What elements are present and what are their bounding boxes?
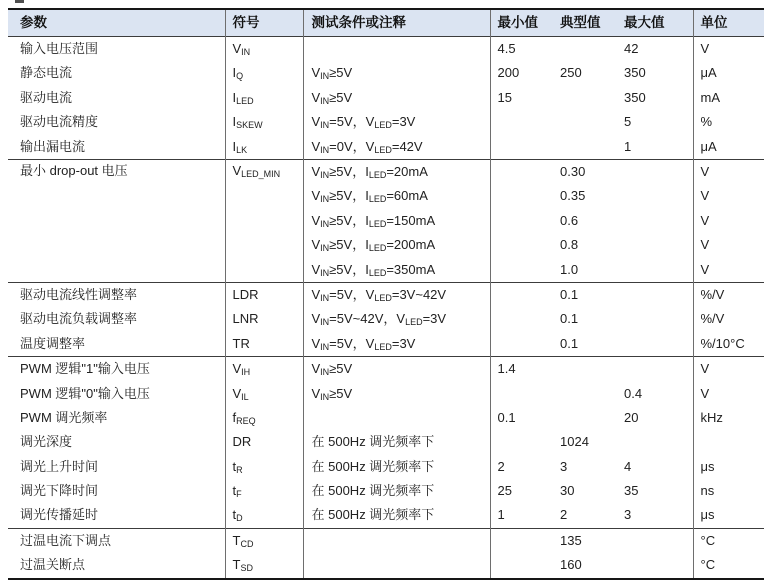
condition-cell: $V_{IN}\ge 5V$: [303, 381, 490, 405]
typ-value-cell: [553, 357, 617, 382]
unit-cell: V: [693, 381, 764, 405]
param-cell: 驱动电流负载调整率: [20, 311, 138, 327]
unit-cell: %/V: [693, 307, 764, 331]
symbol-cell: $I_Q$: [225, 61, 303, 85]
max-value-cell: 0.4: [624, 385, 643, 401]
unit-cell: μs: [693, 455, 764, 479]
condition-cell: $V_{IN}\ge 5V$，$I_{LED}=60mA$: [303, 184, 490, 208]
min-value-cell: [490, 528, 553, 553]
typ-value-cell: 0.30: [560, 164, 586, 179]
col-header-symbol: 符号: [225, 9, 303, 37]
typ-value-cell: [553, 135, 617, 160]
unit-cell: V: [693, 357, 764, 382]
symbol-cell: $I_{LED}$: [225, 86, 303, 110]
col-header-max: 最大值: [617, 9, 693, 37]
condition-cell: $V_{IN}=5V\sim 42V$，$V_{LED}=3V$: [303, 307, 490, 331]
min-value-cell: [490, 430, 553, 454]
unit-cell: mA: [693, 86, 764, 110]
table-header-row: [8, 9, 764, 37]
min-value-cell: 0.1: [490, 406, 553, 430]
param-cell: 调光传播延时: [20, 507, 99, 523]
symbol-cell: $T_{SD}$: [225, 553, 303, 578]
typ-value-cell: [553, 86, 617, 110]
condition-cell: 在 500Hz 调光频率下: [303, 430, 490, 454]
unit-cell: %/V: [693, 282, 764, 307]
table-row: [8, 282, 764, 307]
symbol-cell: DR: [225, 430, 303, 454]
param-cell: PWM 逻辑"1"输入电压: [20, 361, 150, 377]
symbol-cell: $V_{LED\_MIN}$: [225, 159, 303, 282]
param-cell: 输入电压范围: [20, 41, 99, 57]
typ-value-cell: [553, 381, 617, 405]
min-value-cell: 1.4: [490, 357, 553, 382]
table-row: [8, 406, 764, 430]
symbol-cell: $I_{SKEW}$: [225, 110, 303, 134]
param-group-4: [8, 357, 764, 529]
condition-cell: 在 500Hz 调光频率下: [303, 479, 490, 503]
symbol-cell: $f_{REQ}$: [225, 406, 303, 430]
unit-cell: V: [693, 233, 764, 257]
max-value-cell: 350: [624, 65, 646, 81]
symbol-cell: $V_{IH}$: [225, 357, 303, 382]
condition-cell: [303, 406, 490, 430]
param-cell: 驱动电流线性调整率: [20, 286, 138, 302]
param-group-1: [8, 37, 764, 160]
table-row: [8, 110, 764, 134]
col-header-min: 最小值: [490, 9, 553, 37]
unit-cell: %/10°C: [693, 332, 764, 357]
col-header-unit: 单位: [693, 9, 764, 37]
min-value-cell: [490, 307, 553, 331]
unit-cell: kHz: [693, 406, 764, 430]
table-row: [8, 381, 764, 405]
max-value-cell: 4: [624, 458, 632, 474]
typ-value-cell: 135: [560, 532, 582, 548]
symbol-cell: $T_{CD}$: [225, 528, 303, 553]
col-header-typ: 典型值: [553, 9, 617, 37]
param-cell: 过温电流下调点: [20, 532, 112, 548]
parameter-table: [8, 8, 764, 580]
min-value-cell: [490, 381, 553, 405]
condition-cell: $V_{IN}=0V$，$V_{LED}=42V$: [303, 135, 490, 160]
min-value-cell: [490, 233, 553, 257]
typ-value-cell: 1.0: [560, 261, 579, 277]
min-value-cell: 200: [490, 61, 553, 85]
max-value-cell: 350: [624, 89, 646, 105]
typ-value-cell: [553, 37, 617, 62]
table-row: [8, 332, 764, 357]
max-value-cell: [617, 258, 693, 283]
table-row: [8, 357, 764, 382]
condition-cell: 在 500Hz 调光频率下: [303, 455, 490, 479]
col-header-param: 参数: [8, 9, 225, 37]
condition-cell: $V_{IN}=5V$，$V_{LED}=3V\sim 42V$: [303, 282, 490, 307]
condition-cell: $V_{IN}\ge 5V$，$I_{LED}=150mA$: [303, 209, 490, 233]
condition-cell: $V_{IN}\ge 5V$，$I_{LED}=350mA$: [303, 258, 490, 283]
param-group-2: [8, 159, 764, 282]
param-cell: 最小 drop-out 电压: [20, 163, 128, 179]
max-value-cell: [617, 357, 693, 382]
condition-cell: $V_{IN}=5V$，$V_{LED}=3V$: [303, 110, 490, 134]
table-row: [8, 503, 764, 528]
min-value-cell: [490, 110, 553, 134]
table-row: [8, 86, 764, 110]
min-value-cell: 25: [490, 479, 553, 503]
max-value-cell: [617, 282, 693, 307]
max-value-cell: [617, 430, 693, 454]
max-value-cell: [617, 233, 693, 257]
typ-value-cell: 0.8: [560, 237, 579, 253]
max-value-cell: 20: [624, 409, 639, 425]
condition-cell: 在 500Hz 调光频率下: [303, 503, 490, 528]
unit-cell: μs: [693, 503, 764, 528]
max-value-cell: 5: [624, 114, 632, 130]
typ-value-cell: 250: [560, 65, 582, 81]
unit-cell: °C: [693, 553, 764, 578]
typ-value-cell: 0.35: [560, 188, 586, 204]
table-row: [8, 37, 764, 62]
unit-cell: V: [693, 159, 764, 184]
table-row: [8, 528, 764, 553]
unit-cell: V: [693, 209, 764, 233]
param-cell: PWM 调光频率: [20, 409, 108, 425]
unit-cell: μA: [693, 135, 764, 160]
table-row: [8, 61, 764, 85]
condition-cell: $V_{IN}=5V$，$V_{LED}=3V$: [303, 332, 490, 357]
unit-cell: [693, 430, 764, 454]
table-row: [8, 307, 764, 331]
condition-cell: $V_{IN}\ge 5V$: [303, 86, 490, 110]
symbol-cell: $V_{IL}$: [225, 381, 303, 405]
unit-cell: ns: [693, 479, 764, 503]
param-cell: 调光上升时间: [20, 458, 99, 474]
symbol-cell: TR: [225, 332, 303, 357]
param-cell: 驱动电流: [20, 89, 73, 105]
unit-cell: μA: [693, 61, 764, 85]
min-value-cell: [490, 209, 553, 233]
table-row: [8, 479, 764, 503]
min-value-cell: [490, 184, 553, 208]
param-cell: 驱动电流精度: [20, 114, 99, 130]
condition-cell: $V_{IN}\ge 5V$: [303, 357, 490, 382]
min-value-cell: [490, 258, 553, 283]
min-value-cell: [490, 332, 553, 357]
min-value-cell: [490, 135, 553, 160]
unit-cell: V: [693, 184, 764, 208]
typ-value-cell: 0.1: [560, 286, 579, 302]
unit-cell: %: [693, 110, 764, 134]
typ-value-cell: 160: [560, 557, 582, 573]
param-group-5: [8, 528, 764, 578]
condition-cell: [303, 528, 490, 553]
condition-cell: $V_{IN}\ge 5V$，$I_{LED}=200mA$: [303, 233, 490, 257]
max-value-cell: [617, 159, 693, 184]
symbol-cell: $V_{IN}$: [225, 37, 303, 62]
typ-value-cell: [553, 406, 617, 430]
param-cell: 输出漏电流: [20, 138, 86, 154]
param-group-3: [8, 282, 764, 356]
max-value-cell: 35: [624, 483, 639, 499]
typ-value-cell: 0.1: [560, 335, 579, 351]
typ-value-cell: 0.6: [560, 212, 579, 228]
condition-cell: [303, 37, 490, 62]
table-row: [8, 455, 764, 479]
max-value-cell: [617, 184, 693, 208]
col-header-conditions: 测试条件或注释: [303, 9, 490, 37]
max-value-cell: 3: [624, 507, 632, 523]
unit-cell: V: [693, 258, 764, 283]
symbol-cell: LNR: [225, 307, 303, 331]
max-value-cell: [617, 528, 693, 553]
typ-value-cell: [553, 110, 617, 134]
min-value-cell: 4.5: [490, 37, 553, 62]
param-cell: 过温关断点: [20, 557, 86, 573]
cropped-text-fragment: [15, 0, 24, 3]
min-value-cell: 15: [490, 86, 553, 110]
param-cell: 温度调整率: [20, 335, 86, 351]
condition-cell: $V_{IN}\ge 5V$: [303, 61, 490, 85]
min-value-cell: 2: [490, 455, 553, 479]
max-value-cell: [617, 332, 693, 357]
table-row: [8, 159, 764, 184]
symbol-cell: $t_D$: [225, 503, 303, 528]
unit-cell: °C: [693, 528, 764, 553]
param-cell: 静态电流: [20, 65, 73, 81]
param-cell: 调光深度: [20, 434, 73, 450]
param-cell: PWM 逻辑"0"输入电压: [20, 385, 150, 401]
condition-cell: $V_{IN}\ge 5V$，$I_{LED}=20mA$: [303, 159, 490, 184]
unit-cell: V: [693, 37, 764, 62]
table-row: [8, 135, 764, 160]
symbol-cell: $I_{LK}$: [225, 135, 303, 160]
typ-value-cell: 30: [560, 483, 575, 499]
max-value-cell: 1: [624, 138, 632, 154]
table-row: [8, 430, 764, 454]
symbol-cell: LDR: [225, 282, 303, 307]
typ-value-cell: 0.1: [560, 311, 579, 327]
symbol-cell: $t_R$: [225, 455, 303, 479]
symbol-cell: $t_F$: [225, 479, 303, 503]
typ-value-cell: 2: [560, 507, 568, 523]
typ-value-cell: 3: [560, 458, 568, 474]
param-cell: 调光下降时间: [20, 483, 99, 499]
max-value-cell: [617, 209, 693, 233]
max-value-cell: 42: [624, 41, 639, 57]
min-value-cell: [490, 159, 553, 184]
min-value-cell: 1: [490, 503, 553, 528]
typ-value-cell: 1024: [560, 434, 589, 450]
max-value-cell: [617, 307, 693, 331]
min-value-cell: [490, 282, 553, 307]
